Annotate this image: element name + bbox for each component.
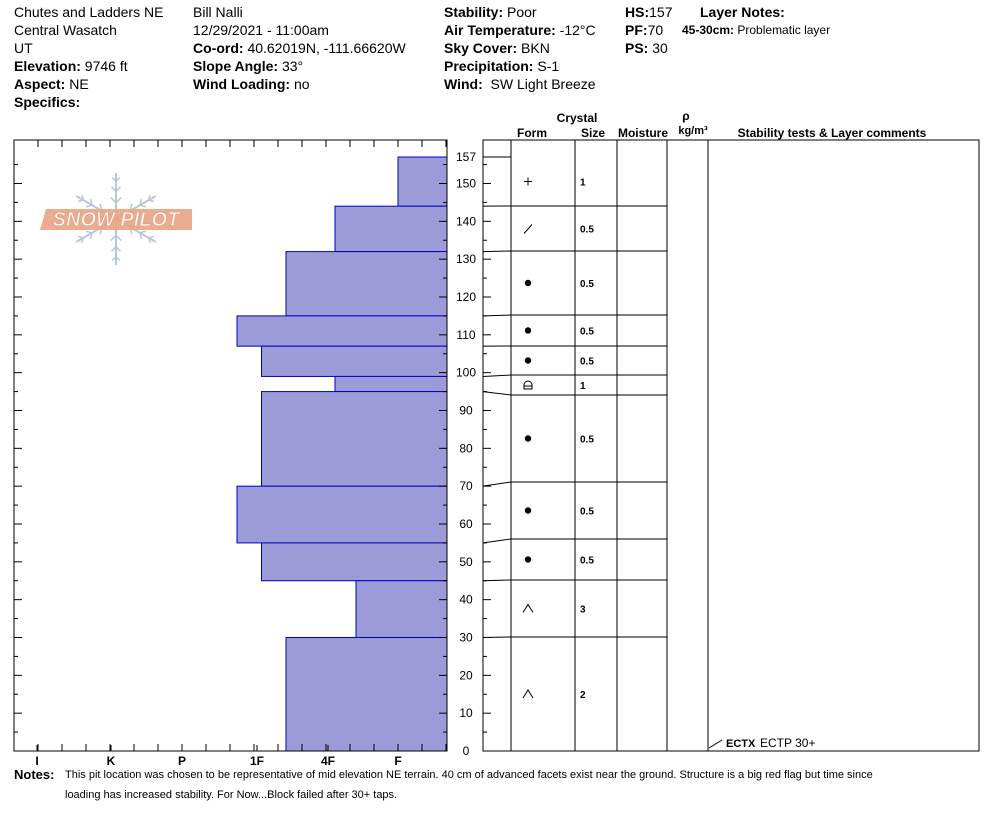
hardness-bar xyxy=(237,316,447,346)
hardness-tick-label: 4F xyxy=(320,754,336,768)
hardness-tick-label: I xyxy=(35,754,39,768)
observer-name: Bill Nalli xyxy=(193,4,243,20)
crystal-size-label: 0.5 xyxy=(580,555,594,567)
hardness-tick-label: 1F xyxy=(249,754,265,768)
specifics-label: Specifics: xyxy=(14,94,81,110)
depth-tick-label: 10 xyxy=(459,706,473,721)
snowflake-icon xyxy=(140,231,146,233)
layer-notes-text: Problematic layer xyxy=(737,23,831,37)
notes-line-2: loading has increased stability. For Now...Block failed after 30+ taps. xyxy=(65,789,398,801)
form-slash-icon xyxy=(524,225,532,234)
hardness-bars xyxy=(237,157,447,751)
sky-label: Sky Cover: xyxy=(444,40,518,56)
hardness-bar xyxy=(237,486,447,543)
precip-value: S-1 xyxy=(537,58,560,74)
layer-notes-title: Layer Notes: xyxy=(700,4,785,20)
stability-test xyxy=(709,736,815,750)
wind-loading-value: no xyxy=(293,76,310,92)
hs-label: HS: xyxy=(625,4,650,20)
depth-tick-label: 130 xyxy=(455,252,477,267)
depth-tick-label: 50 xyxy=(459,554,473,569)
layer-connector xyxy=(483,251,511,252)
stability-test-result: ECTP 30+ xyxy=(760,736,816,750)
air-temp-value: -12°C xyxy=(559,22,596,38)
wind-loading-label: Wind Loading: xyxy=(193,76,291,92)
crystal-size-label: 0.5 xyxy=(580,434,594,446)
coord-value: 40.62019N, -111.66620W xyxy=(247,40,406,56)
layer-table-grid xyxy=(511,140,708,751)
slope-value: 33° xyxy=(281,58,304,74)
depth-tick-label: 60 xyxy=(459,516,473,531)
hardness-bar xyxy=(398,157,447,206)
form-round-icon xyxy=(525,327,531,333)
layer-connector xyxy=(483,482,511,486)
air-temp-label: Air Temperature: xyxy=(444,22,556,38)
depth-tick-label: 140 xyxy=(455,214,477,229)
crystal-size-label: 2 xyxy=(580,690,586,701)
layer-table-frame xyxy=(483,140,979,751)
snowflake-icon xyxy=(149,237,154,238)
site-state: UT xyxy=(14,40,33,56)
depth-tick-label: 120 xyxy=(455,289,477,304)
col-moisture: Moisture xyxy=(617,126,669,140)
form-depth-hoar-icon xyxy=(523,605,533,613)
pf-label: PF: xyxy=(625,22,648,38)
ps-label: PS: xyxy=(625,40,649,56)
snowflake-icon xyxy=(78,237,83,238)
depth-tick-label: 90 xyxy=(459,403,473,418)
layer-notes-range: 45-30cm: xyxy=(682,23,735,37)
layer-connector xyxy=(483,375,511,376)
col-stability: Stability tests & Layer comments xyxy=(737,126,927,140)
crystal-size-label: 0.5 xyxy=(580,326,594,338)
hardness-tick-label: F xyxy=(394,754,402,768)
depth-tick-label: 0 xyxy=(462,744,470,758)
depth-tick-label: 157 xyxy=(455,150,477,164)
crystal-size-label: 0.5 xyxy=(580,224,594,236)
hardness-tick-label: K xyxy=(106,754,116,768)
depth-tick-label: 100 xyxy=(455,365,477,380)
crystal-size-label: 0.5 xyxy=(580,279,594,290)
form-crust-icon xyxy=(524,381,532,389)
hardness-bar xyxy=(335,376,447,391)
crystal-size-label: 1 xyxy=(580,381,586,392)
form-round-icon xyxy=(525,280,531,286)
ps-value: 30 xyxy=(652,40,668,56)
snowflake-icon xyxy=(78,200,83,201)
sky-value: BKN xyxy=(521,40,550,56)
site-name: Chutes and Ladders NE xyxy=(14,4,164,20)
wind-value: SW Light Breeze xyxy=(490,76,596,92)
hardness-bar xyxy=(286,252,447,316)
stability-label: Stability: xyxy=(444,4,504,20)
depth-tick-label: 20 xyxy=(459,668,473,683)
hardness-tick-label: P xyxy=(177,754,187,768)
col-density-unit: kg/m³ xyxy=(678,125,708,137)
depth-tick-label: 110 xyxy=(456,327,476,342)
stability-value: Poor xyxy=(507,4,537,20)
elevation-value: 9746 ft xyxy=(84,58,128,74)
notes-line-1: This pit location was chosen to be representative of mid elevation NE terrain. 40 cm of advanced facets exist near the ground. Structure is a big red flag but time since xyxy=(65,769,873,781)
slope-label: Slope Angle: xyxy=(193,58,279,74)
crystal-size-label: 0.5 xyxy=(580,356,594,368)
col-size: Size xyxy=(580,126,606,140)
site-range: Central Wasatch xyxy=(14,22,117,38)
elevation-label: Elevation: xyxy=(14,58,81,74)
depth-tick-label: 80 xyxy=(459,441,473,456)
depth-tick-label: 150 xyxy=(455,176,477,191)
crystal-size-label: 3 xyxy=(580,604,586,616)
stability-test-pointer xyxy=(709,740,722,748)
notes-label: Notes: xyxy=(14,767,55,782)
coord-label: Co-ord: xyxy=(193,40,244,56)
snowflake-icon xyxy=(140,205,146,207)
snowflake-icon xyxy=(86,231,92,233)
snowflake-icon xyxy=(86,205,92,207)
form-round-icon xyxy=(525,507,531,513)
col-rho: ρ xyxy=(682,109,690,123)
pf-value: 70 xyxy=(647,22,664,38)
layer-connector xyxy=(483,539,511,543)
layer-connector xyxy=(483,315,511,316)
layer-connector xyxy=(483,580,511,581)
col-crystal: Crystal xyxy=(556,111,598,125)
form-depth-hoar-icon xyxy=(523,690,533,698)
logo-text: SNOW PILOT xyxy=(52,209,180,231)
form-round-icon xyxy=(525,556,531,562)
aspect-label: Aspect: xyxy=(14,76,66,92)
hardness-bar xyxy=(262,392,448,487)
form-round-icon xyxy=(525,357,531,363)
hardness-bar xyxy=(335,206,447,251)
snowflake-icon xyxy=(149,200,154,201)
col-form: Form xyxy=(517,126,547,140)
hardness-bar xyxy=(262,346,448,376)
depth-tick-label: 40 xyxy=(459,592,473,607)
crystal-size-label: 1 xyxy=(580,177,586,189)
depth-tick-label: 70 xyxy=(459,479,473,494)
depth-tick-label: 30 xyxy=(459,630,473,645)
aspect-value: NE xyxy=(69,76,89,92)
stability-test-code: ECTX xyxy=(726,738,756,750)
wind-label: Wind: xyxy=(444,76,483,92)
hardness-bar xyxy=(356,581,447,638)
crystal-size-label: 0.5 xyxy=(580,506,594,518)
observation-datetime: 12/29/2021 - 11:00am xyxy=(193,22,329,38)
hardness-bar xyxy=(286,637,447,751)
layer-connector xyxy=(483,392,511,395)
precip-label: Precipitation: xyxy=(444,58,534,74)
form-round-icon xyxy=(525,435,531,441)
hs-value: 157 xyxy=(649,4,673,20)
hardness-bar xyxy=(262,543,448,581)
